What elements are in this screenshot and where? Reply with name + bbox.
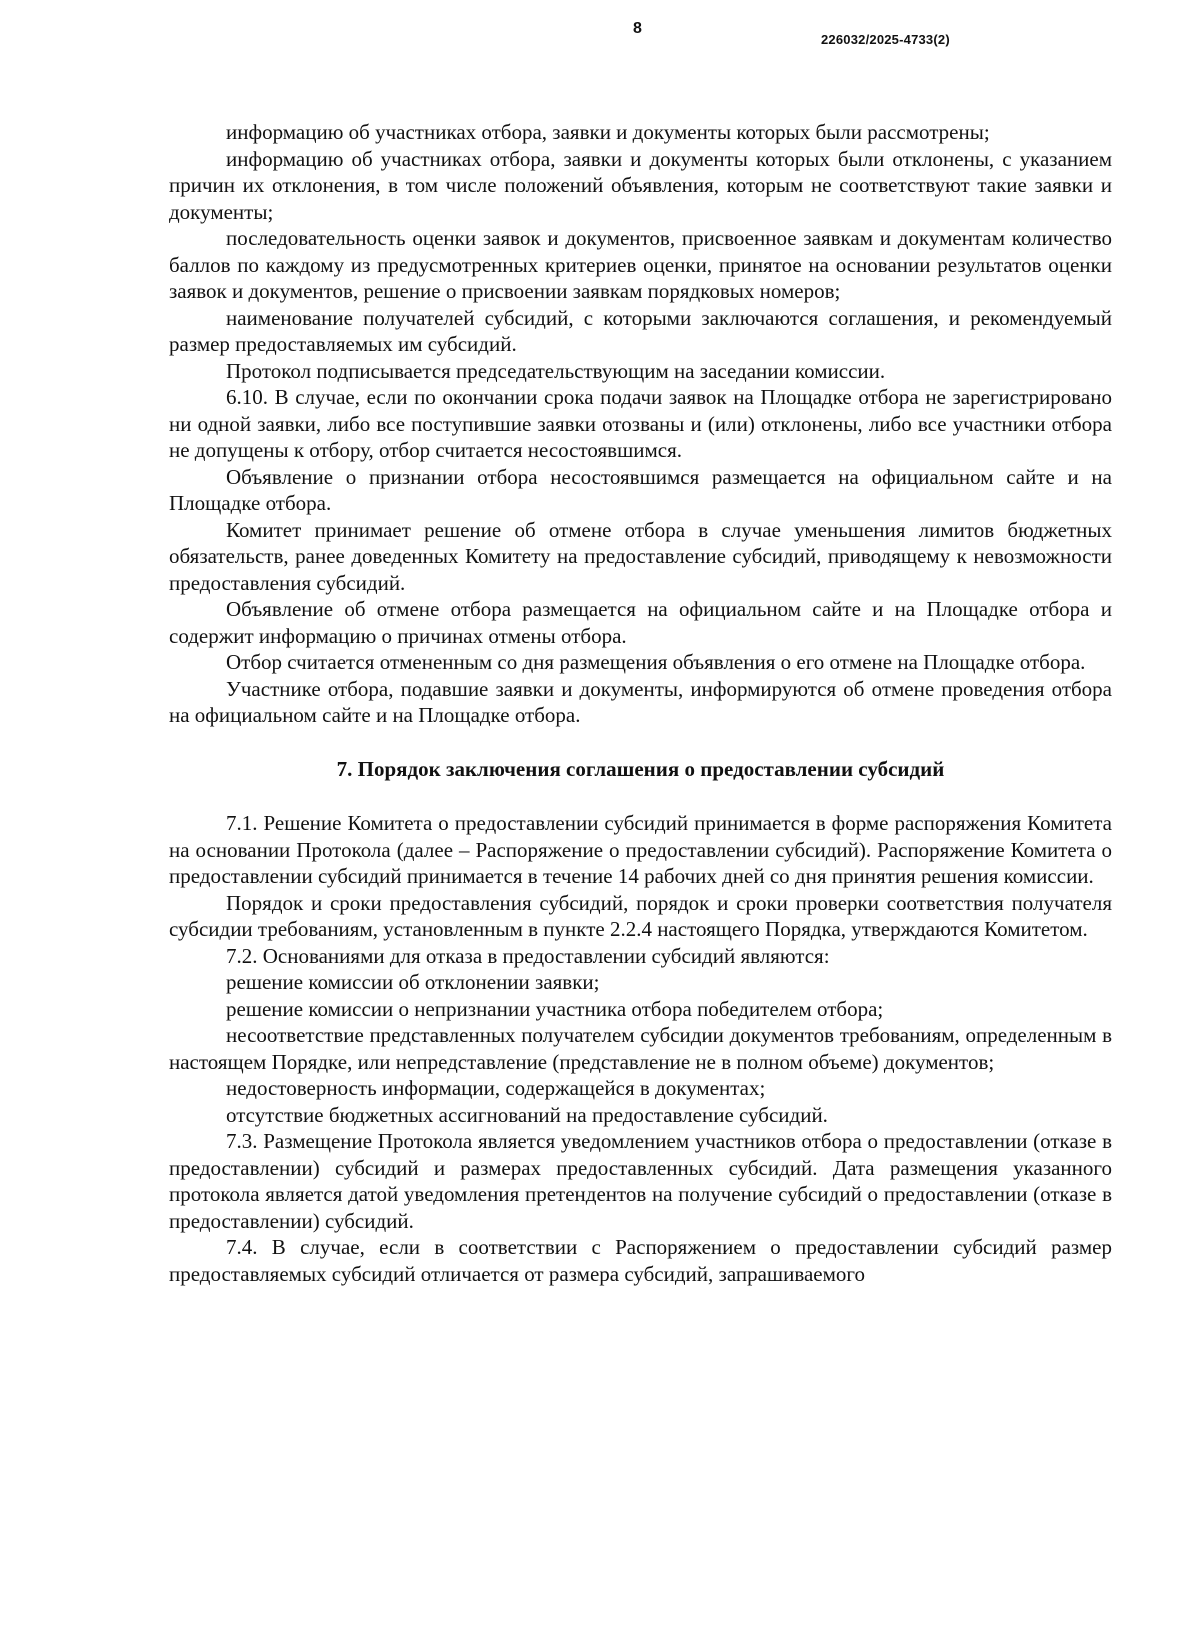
paragraph: информацию об участниках отбора, заявки и документы которых были рассмотрены; (226, 120, 990, 144)
paragraph: решение комиссии об отклонении заявки; (226, 970, 600, 994)
paragraph: 7.2. Основаниями для отказа в предоставлении субсидий являются: (226, 943, 830, 968)
paragraph: Объявление о признании отбора несостоявшимся размещается на официальном сайте и на Площадке отбора. (169, 464, 1112, 515)
paragraph: 7.3. Размещение Протокола является уведомлением участников отбора о предоставлении (отказе в предоставлении) субсидий и размерах предоставленных субсидий. Дата размещения указанного протокола является датой уведомления претендентов на получение субсидий о предоставлении (отказе в предоставлении) субсидий. (169, 1129, 1112, 1233)
paragraph: наименование получателей субсидий, с которыми заключаются соглашения, и рекомендуемый размер предоставляемых им субсидий. (169, 305, 1112, 356)
paragraph: 6.10. В случае, если по окончании срока подачи заявок на Площадке отбора не зарегистрировано ни одной заявки, либо все поступившие заявки отозваны и (или) отклонены, либо все участники отбора не допущены к отбору, отбор считается несостоявшимся. (169, 385, 1112, 462)
paragraph: решение комиссии о непризнании участника отбора победителем отбора; (226, 996, 884, 1021)
page-number: 8 (633, 20, 642, 37)
paragraph: недостоверность информации, содержащейся в документах; (226, 1076, 766, 1100)
paragraph: Участнике отбора, подавшие заявки и документы, информируются об отмене проведения отбора на официальном сайте и на Площадке отбора. (169, 676, 1112, 727)
section-heading: 7. Порядок заключения соглашения о предоставлении субсидий (336, 756, 945, 781)
paragraph: Отбор считается отмененным со дня размещения объявления о его отмене на Площадке отбора. (226, 650, 1086, 674)
paragraph: Комитет принимает решение об отмене отбора в случае уменьшения лимитов бюджетных обязательств, ранее доведенных Комитету на предоставление субсидий, приводящему к невозможности предоставления субсидий. (169, 517, 1112, 595)
paragraph: информацию об участниках отбора, заявки и документы которых были отклонены, с указанием причин их отклонения, в том числе положений объявления, которым не соответствуют такие заявки и документы; (169, 146, 1112, 224)
paragraph: 7.1. Решение Комитета о предоставлении субсидий принимается в форме распоряжения Комитета на основании Протокола (далее – Распоряжение о предоставлении субсидий). Распоряжение Комитета о предоставлении субсидий принимается в течение 14 рабочих дней со дня принятия решения комиссии. (169, 811, 1112, 888)
paragraph: 7.4. В случае, если в соответствии с Распоряжением о предоставлении субсидий размер предоставляемых субсидий отличается от размера субсидий, запрашиваемого (169, 1235, 1112, 1286)
document-body (169, 119, 1112, 1287)
paragraph: несоответствие представленных получателем субсидии документов требованиям, определенным в настоящем Порядке, или непредставление (представление не в полном объеме) документов; (169, 1023, 1112, 1074)
paragraph: отсутствие бюджетных ассигнований на предоставление субсидий. (226, 1102, 828, 1127)
paragraph: Объявление об отмене отбора размещается на официальном сайте и на Площадке отбора и содержит информацию о причинах отмены отбора. (169, 597, 1112, 648)
paragraph: Протокол подписывается председательствующим на заседании комиссии. (226, 358, 886, 383)
document-id: 226032/2025-4733(2) (821, 32, 950, 47)
paragraph: Порядок и сроки предоставления субсидий, порядок и сроки проверки соответствия получателя субсидии требованиям, установленным в пункте 2.2.4 настоящего Порядка, утверждаются Комитетом. (169, 890, 1112, 941)
paragraph: последовательность оценки заявок и документов, присвоенное заявкам и документам количество баллов по каждому из предусмотренных критериев оценки, принятое на основании результатов оценки заявок и документов, решение о присвоении заявкам порядковых номеров; (169, 226, 1112, 303)
